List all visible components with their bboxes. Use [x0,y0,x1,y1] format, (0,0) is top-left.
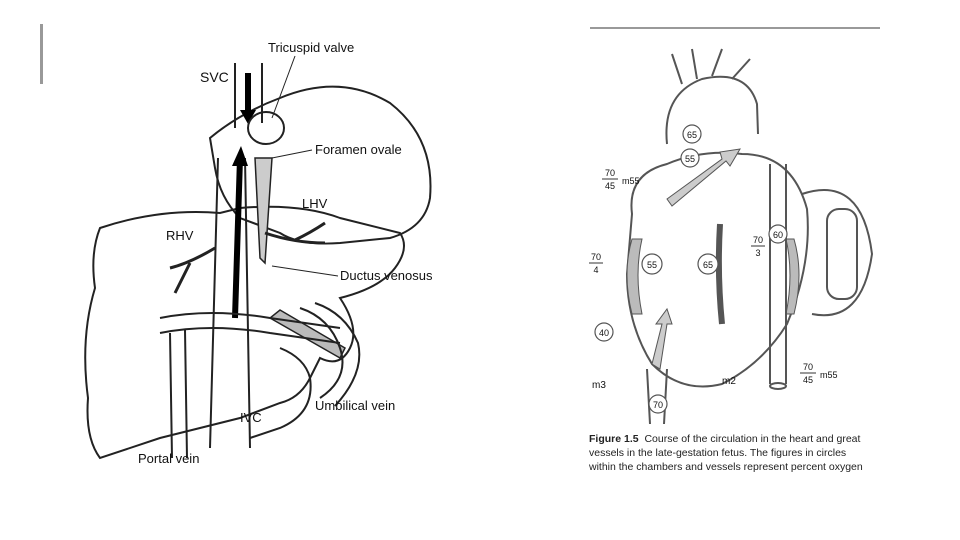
fraction-mid-right [751,235,765,258]
svg-text:55: 55 [646,260,658,270]
caption-figure-label: Figure 1.5 [589,433,639,445]
rhv-label: RHV [166,228,194,243]
aortic-arch [666,77,758,144]
tricuspid-valve-shape [248,112,284,144]
foramen-ovale-label: Foramen ovale [315,142,402,157]
tricuspid-valve-label: Tricuspid valve [268,40,355,55]
circle-label-55a [681,149,699,167]
fraction-lower-right [800,362,838,385]
svg-text:70: 70 [752,235,764,245]
svg-text:4: 4 [593,265,599,275]
m3-label: m3 [592,380,606,391]
ivc-label: IVC [240,410,262,425]
ivc-vessel [210,158,250,448]
svg-text:45: 45 [604,181,616,191]
ductus-venosus-label: Ductus venosus [340,268,433,283]
circle-label-70 [649,395,667,413]
fraction-mid-left [589,252,603,275]
fetal-liver-circulation-diagram [40,18,460,468]
ivc-arrow [235,158,240,318]
m2-label: m2 [722,376,736,387]
svg-text:70: 70 [802,362,814,372]
svg-text:40: 40 [598,328,610,338]
caption-line-3: within the chambers and vessels represent percent oxygen [589,461,863,473]
svg-text:70: 70 [652,400,664,410]
ductus-venosus-vessel [255,158,272,263]
caption-line-2: vessels in the late-gestation fetus. The figures in circles [589,447,847,459]
umbilical-vein-label: Umbilical vein [315,398,396,413]
svg-text:45: 45 [802,375,814,385]
lhv-label: LHV [302,196,328,211]
svg-text:70: 70 [590,252,602,262]
flow-arrow-lower [652,309,672,369]
septum [719,224,722,324]
flow-arrow-upper [667,149,740,206]
foramen-leader [272,150,312,158]
svg-text:55: 55 [684,154,696,164]
svg-text:m55: m55 [622,176,640,186]
portal-vein-vessel [160,313,340,343]
figure-caption [589,432,879,474]
circle-label-65a [683,125,701,143]
svc-label: SVC [200,69,229,85]
tricuspid-leader [272,56,295,118]
fetal-heart-circulation-diagram [572,24,890,476]
svg-text:65: 65 [686,130,698,140]
right-wall [627,239,642,314]
lhv-vessel [265,223,325,243]
portal-vein-down [170,330,187,458]
ductus-leader [272,266,338,276]
lung-vessels [827,209,857,299]
svg-text:65: 65 [702,260,714,270]
caption-line-1: Course of the circulation in the heart and great [644,433,861,445]
svg-text:3: 3 [755,248,761,258]
circle-label-60 [769,225,787,243]
descending-aorta [770,164,786,384]
arch-branches [672,49,750,84]
svg-text:70: 70 [604,168,616,178]
svg-text:m55: m55 [820,370,838,380]
svg-text:60: 60 [772,230,784,240]
circle-label-55b [642,254,662,274]
left-wall [786,239,799,314]
aorta-end [770,383,786,389]
circle-label-40 [595,323,613,341]
rhv-vessel [170,248,215,293]
portal-vein-label: Portal vein [138,451,200,466]
ivc-arrowhead [232,146,248,166]
circle-label-65b [698,254,718,274]
